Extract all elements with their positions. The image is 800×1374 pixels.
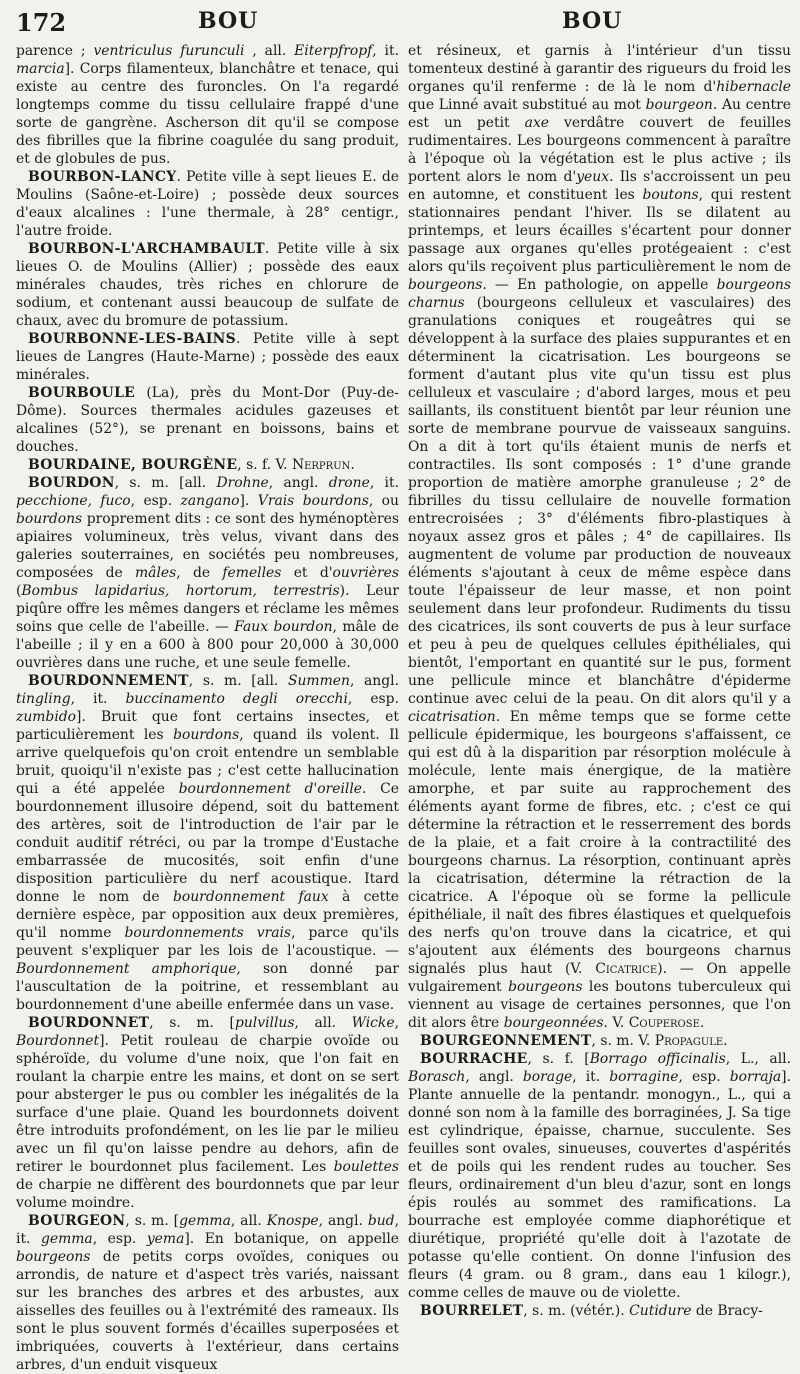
headword: BOURBON-LANCY [28, 169, 177, 185]
dictionary-entry [16, 672, 399, 1014]
dictionary-entry [16, 168, 399, 240]
dictionary-entry [408, 42, 791, 1032]
page-number: 172 [16, 8, 67, 37]
entry-text: , all. [244, 43, 295, 59]
entry-text: . [603, 1015, 613, 1031]
italic-term: cicatrisation [408, 709, 496, 725]
entry-text: ). Leur piqûre offre les mêmes dangers et réclame les mêmes soins que celle de l'abeille. — [16, 583, 399, 635]
dictionary-entry [16, 330, 399, 384]
italic-term: marcia [16, 61, 65, 77]
italic-term: boulettes [333, 1159, 399, 1175]
entry-text: à cette dernière espèce, par opposition aux deux premières, qu'il nomme [16, 889, 399, 941]
entry-text: ]. Plante annuelle de la pentandr. monogyn., L., qui a donné son nom à la famille des borraginées, J. Sa tige est cylindrique, épaisse, charnue, succulente. Ses feuilles sont ovales, sinueuses, couvertes d'aspérités et de poils qui les rendent rudes au toucher. Ses fleurs, ordinairement d'un bleu d'azur, sont en longs épis roulés au sommet des ramifications. La bourrache est employée comme diaphorétique et diurétique, propriété qu'elle doit à l'azotate de potasse qu'elle contient. On donne l'infusion des fleurs (4 gram. ou 8 gram., dans eau 1 kilogr.), comme celles de mauve ou de violette. [408, 1069, 791, 1301]
entry-text: ]. Bruit que font certains insectes, et particulièrement les [16, 709, 399, 743]
entry-text: . Petite ville à sept lieues E. de Moulins (Saône-et-Loire) ; possède deux sources d'eaux alcalines : l'une thermale, à 28° centigr., l'autre froide. [16, 169, 399, 239]
headword: BOURGEON [28, 1213, 126, 1229]
italic-term: bourdonnement faux [172, 889, 329, 905]
italic-term: bourgeonnées [503, 1015, 604, 1031]
entry-text: de Bracy- [691, 1303, 763, 1319]
italic-term: borage [522, 1069, 573, 1085]
entry-text: , esp. [92, 1231, 147, 1247]
dictionary-entry [16, 474, 399, 672]
italic-term: bud [367, 1213, 395, 1229]
italic-term: bourdons [16, 511, 83, 527]
entry-text: , angl. [349, 673, 400, 689]
entry-text: les boutons tuberculeux qui viennent au visage de certaines personnes, que l'on dit alors être [408, 979, 791, 1031]
italic-term: Summen [287, 673, 350, 689]
entry-text: , it. [369, 475, 399, 491]
italic-term: hibernacle [716, 79, 791, 95]
italic-term: zangano [180, 493, 240, 509]
entry-text: . En même temps que se forme cette pellicule épidermique, les bourgeons s'affaissent, ce qui est dû à la disparition par résorption molécule à molécule, lente mais énergique, de la matière amorphe, et par suite au rapprochement des éléments ayant forme de fibres, etc. ; c'est ce qui détermine la rétraction et le resserrement des bords de la plaie, et a fait croire à la contractilité des bourgeons charnus. La résorption, continuant après la cicatrisation, détermine la rétraction de la cicatrice. A l'époque où se forme la pellicule épithéliale, il naît des fibres élastiques et quelquefois des nerfs qu'on trouve dans la cicatrice, et qui s'ajoutent aux éléments des bourgeons charnus signalés plus haut ( [408, 709, 791, 977]
entry-text: . Ce bourdonnement illusoire dépend, soit du battement des artères, soit de l'introduction de l'air par le conduit auditif rétréci, ou par la trompe d'Eustache embarrassée de mucosités, soit enfin d'une disposition particulière du nerf acoustique. Itard donne le nom de [16, 781, 399, 905]
italic-term: Cutidure [629, 1303, 692, 1319]
entry-text: , all. [294, 1015, 352, 1031]
entry-text: , son donné par l'auscultation de la poitrine, et ressemblant au bourdonnement d'une abeille enfermée dans un vase. [16, 961, 399, 1013]
left-running-head: BOU [198, 8, 259, 34]
italic-term: bourgeons charnus [408, 277, 791, 311]
italic-term: pulvillus [234, 1015, 295, 1031]
italic-term: Bombus lapidarius, hortorum, terrestris [21, 583, 340, 599]
entry-text: ]. [239, 493, 258, 509]
italic-term: Eiterpfropf [294, 43, 373, 59]
italic-term: axe [524, 115, 550, 131]
dictionary-entry [16, 456, 399, 474]
entry-text: , angl. [268, 475, 329, 491]
italic-term: bourgeon [645, 97, 713, 113]
entry-text: (La), près du Mont-Dor (Puy-de-Dôme). Sources thermales acidules gazeuses et alcalines (52°), se prenant en boissons, bains et douches. [16, 385, 399, 455]
italic-term: gemma [179, 1213, 231, 1229]
dictionary-entry [16, 42, 399, 168]
headword: BOURDON [28, 475, 115, 491]
entry-text: , s. m. (vétér.). [523, 1303, 630, 1319]
dictionary-entry [16, 384, 399, 456]
italic-term: Bourdonnet [16, 1033, 100, 1049]
entry-text: , qui restent stationnaires pendant l'hiver. Ils se dilatent au printemps, et leurs écailles s'écartent pour donner passage aux organes qu'elles protégeaient : c'est alors qu'ils reçoivent plus particulièrement le nom de [408, 187, 791, 275]
dictionary-entry [16, 240, 399, 330]
entry-text: , esp. [347, 691, 399, 707]
entry-text: , esp. [678, 1069, 730, 1085]
entry-text: . Petite ville à sept lieues de Langres (Haute-Marne) ; possède des eaux minérales. [16, 331, 399, 383]
italic-term: Borasch [408, 1069, 466, 1085]
entry-text: ]. En botanique, on appelle [184, 1231, 400, 1247]
cross-reference: V. Couperose. [612, 1015, 705, 1031]
italic-term: pecchione, fuco [16, 493, 131, 509]
dictionary-entry [408, 1050, 791, 1302]
two-column-body [16, 42, 792, 1373]
entry-text: , s. m. [all. [188, 673, 288, 689]
cross-reference: V. Cicatrice [570, 961, 658, 977]
headword: BOURDONNEMENT [28, 673, 189, 689]
italic-term: Wicke [351, 1015, 395, 1031]
dictionary-entry [408, 1032, 791, 1050]
italic-term: boutons [642, 187, 699, 203]
italic-term: tingling [16, 691, 71, 707]
italic-term: Knospe [266, 1213, 319, 1229]
italic-term: Vrais bourdons [257, 493, 369, 509]
italic-term: yema [146, 1231, 185, 1247]
running-header [0, 2, 800, 38]
italic-term: zumbido [16, 709, 77, 725]
entry-text: , mâle de l'abeille ; il y en a 600 à 800 pour 20,000 à 30,000 ouvrières dans une ruche, et une seule femelle. [16, 619, 399, 671]
headword: BOURDONNET [28, 1015, 150, 1031]
headword: BOURDAINE, BOURGÈNE [28, 457, 238, 473]
italic-term: Bourdonnement amphorique [16, 961, 237, 977]
entry-text: de charpie ne diffèrent des bourdonnets que par leur volume moindre. [16, 1177, 399, 1211]
italic-term: Faux bourdon [234, 619, 333, 635]
italic-term: bourgeons [508, 979, 583, 995]
entry-text: , angl. [465, 1069, 523, 1085]
entry-text: , s. m. [ [149, 1015, 235, 1031]
entry-text: , s. f. [237, 457, 276, 473]
entry-text: et d' [281, 565, 333, 581]
italic-term: borraja [729, 1069, 782, 1085]
entry-text: , s. f. [ [527, 1051, 590, 1067]
entry-text: ]. Petit rouleau de charpie ovoïde ou sphéroïde, du volume d'une noix, que l'on fait en roulant la charpie entre les mains, et dont on se sert pour absterger le pus ou combler les inégalités de la surface d'une plaie. Quand les bourdonnets doivent être introduits profondément, on les lie par le milieu avec un fil qu'on laisse pendre au dehors, afin de retirer le bourdonnet plus facilement. Les [16, 1033, 399, 1175]
cross-reference: V. Nerprun. [275, 457, 355, 473]
dictionary-entry [16, 1014, 399, 1212]
entry-text: que Linné avait substitué au mot [408, 97, 646, 113]
italic-term: Drohne [216, 475, 269, 491]
italic-term: bourgeons [16, 1249, 91, 1265]
entry-text: . Petite ville à six lieues O. de Moulins (Allier) ; possède des eaux minérales chaudes, très riches en chlorure de sodium, et contenant aussi beaucoup de sulfate de chaux, avec du bromure de potassium. [16, 241, 399, 329]
headword: BOURRACHE [420, 1051, 528, 1067]
headword: BOURBONNE-LES-BAINS [28, 331, 236, 347]
entry-text: , [394, 1015, 399, 1031]
entry-text: , de [176, 565, 223, 581]
entry-text: . Au centre est un petit [408, 97, 791, 131]
entry-text: , angl. [318, 1213, 368, 1229]
entry-text: ]. Corps filamenteux, blanchâtre et tenace, qui existe au centre des furoncles. On l'a regardé longtemps comme du tissu cellulaire frappé d'une sorte de gangrène. Ascherson dit qu'il se compose des fibrilles que la fibrine coagulée du sang produit, et de globules de pus. [16, 61, 399, 167]
italic-term: yeux [576, 169, 610, 185]
entry-text: , s. m. [all. [114, 475, 217, 491]
cross-reference: V. Propagule. [638, 1033, 728, 1049]
italic-term: ventriculus furunculi [93, 43, 245, 59]
italic-term: bourdonnements vrais [124, 925, 292, 941]
entry-text: , parce qu'ils peuvent s'expliquer par les lois de l'acoustique. — [16, 925, 400, 959]
entry-text: , ou [368, 493, 399, 509]
entry-text: , it. [70, 691, 126, 707]
headword: BOURBON-L'ARCHAMBAULT [28, 241, 265, 257]
left-column [16, 42, 400, 1373]
entry-text: . Ils s'accroissent un peu en automne, et constituent les [408, 169, 791, 203]
entry-text: , it. [572, 1069, 610, 1085]
entry-text: de petits corps ovoïdes, coniques ou arrondis, de nature et d'aspect très variés, naissant sur les branches des arbres et des arbustes, aux aisselles des feuilles ou à l'extrémité des rameaux. Ils sont le plus souvent formés d'écailles superposées et imbriquées, couverts à l'extérieur, dans certains arbres, d'un enduit visqueux [16, 1249, 399, 1373]
italic-term: borragine [609, 1069, 679, 1085]
entry-text: , it. [372, 43, 399, 59]
entry-text: . — En pathologie, on appelle [482, 277, 717, 293]
entry-text: , quand ils volent. Il arrive quelquefois qu'on croit entendre un semblable bruit, quoiqu'il n'existe pas ; c'est cette hallucination qui a été appelée [16, 727, 399, 797]
dictionary-entry [408, 1302, 791, 1320]
entry-text: (bourgeons celluleux et vasculaires) des granulations coniques et rougeâtres qui se développent à la surface des plaies suppurantes et en déterminent la cicatrisation. Les bourgeons se forment d'autant plus vite qu'un tissu est plus celluleux et vasculaire ; d'abord larges, mous et peu saillants, ils constituent bientôt par leur réunion une sorte de membrane pourvue de vaisseaux sanguins. On a dit à tort qu'ils étaient munis de nerfs et contractiles. Ils sont composés : 1° d'une grande proportion de matière amorphe granuleuse ; 2° de fibrilles du tissu cellulaire de nouvelle formation entrecroisées ; 3° d'éléments fibro-plastiques à noyaux assez gros et pâles ; 4° de capillaires. Ils augmentent de volume par production de nouveaux éléments s'ajoutant à ceux de même espèce dans toute l'épaisseur de leur masse, et non point seulement dans leur profondeur. Rudiments du tissu des cicatrices, ils sont couverts de pus à leur surface et peu à peu de quelques cellules épithéliales, qui bientôt, l'emportant en quantité sur le pus, forment une pellicule mince et blanchâtre d'épiderme continue avec celui de la peau. On dit alors qu'il y a [408, 295, 791, 707]
italic-term: buccinamento degli orecchi [125, 691, 348, 707]
right-column [408, 42, 792, 1319]
italic-term: bourdons [173, 727, 240, 743]
entry-text: ( [16, 583, 22, 599]
italic-term: drone [328, 475, 370, 491]
italic-term: Borrago officinalis [589, 1051, 726, 1067]
entry-text: , all. [230, 1213, 267, 1229]
right-running-head: BOU [562, 8, 623, 34]
entry-text: verdâtre couvert de feuilles rudimentaires. Les bourgeons commencent à paraître à l'époque où la végétation est le plus active ; ils portent alors le nom d' [408, 115, 791, 185]
entry-text: , L., all. [725, 1051, 791, 1067]
entry-text: , s. m. [591, 1033, 639, 1049]
entry-text: , esp. [130, 493, 181, 509]
headword: BOURGEONNEMENT [420, 1033, 592, 1049]
entry-text: parence ; [16, 43, 94, 59]
italic-term: femelles [222, 565, 282, 581]
entry-text: , s. m. [ [125, 1213, 180, 1229]
italic-term: bourdonnement d'oreille [178, 781, 362, 797]
italic-term: bourgeons [408, 277, 483, 293]
entry-text: et résineux, et garnis à l'intérieur d'un tissu tomenteux destiné à garantir des rigueurs du froid les organes qu'il renferme : de là le nom d' [408, 43, 791, 95]
italic-term: ouvrières [332, 565, 399, 581]
entry-text: , it. [16, 1213, 399, 1247]
entry-text: proprement dits : ce sont des hyménoptères apiaires volumineux, très velus, vivant dans des galeries souterraines, en sociétés peu nombreuses, composées de [16, 511, 399, 581]
headword: BOURRELET [420, 1303, 524, 1319]
entry-text: ). — On appelle vulgairement [408, 961, 792, 995]
dictionary-entry [16, 1212, 399, 1374]
headword: BOURBOULE [28, 385, 136, 401]
italic-term: mâles [135, 565, 177, 581]
italic-term: gemma [40, 1231, 93, 1247]
